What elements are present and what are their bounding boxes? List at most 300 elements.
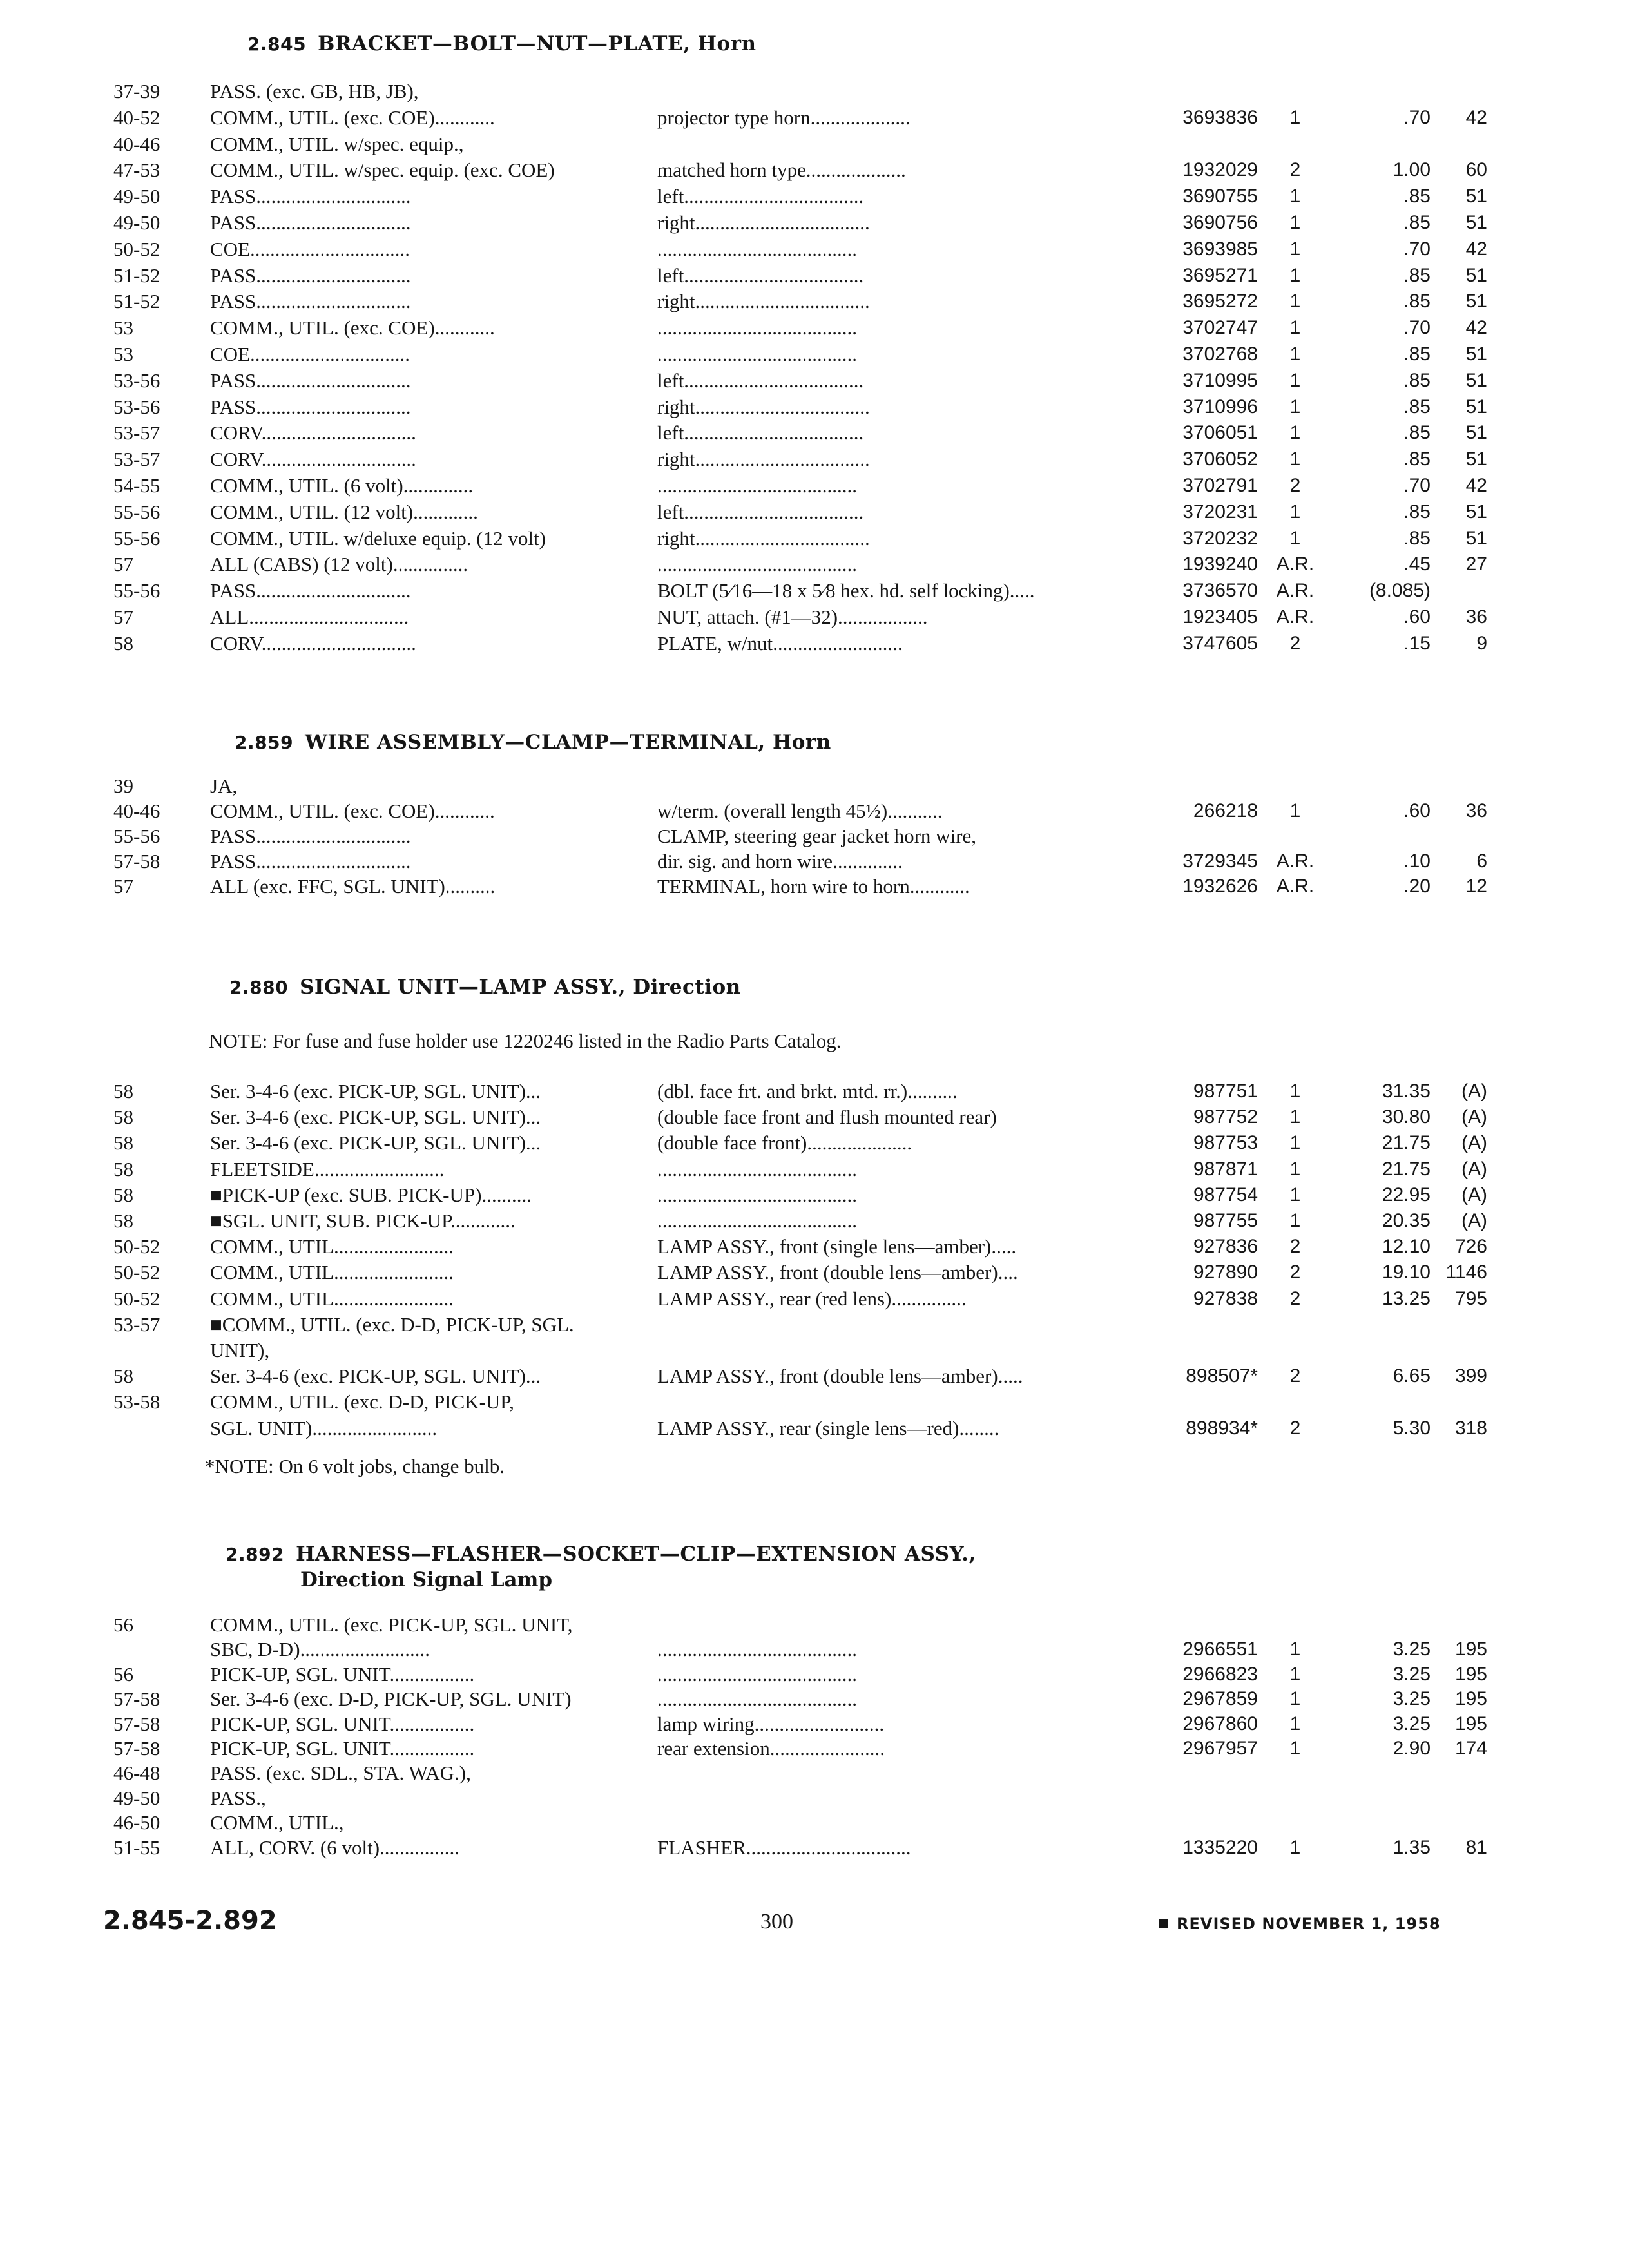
- extended-cell: 42: [1465, 238, 1487, 260]
- quantity-cell: 1: [1289, 800, 1301, 822]
- price-cell: .85: [1403, 422, 1431, 444]
- part-number-cell: 3710995: [1182, 369, 1258, 391]
- quantity-cell: 2: [1289, 1417, 1301, 1439]
- section-heading: BRACKET—BOLT—NUT—PLATE, Horn: [318, 32, 757, 55]
- description-cell: CLAMP, steering gear jacket horn wire,: [657, 825, 977, 847]
- description-cell: right...................................: [657, 395, 870, 418]
- quantity-cell: 1: [1289, 501, 1301, 523]
- model-cell: COMM., UTIL. w/spec. equip.,: [210, 132, 464, 155]
- section-heading: WIRE ASSEMBLY—CLAMP—TERMINAL, Horn: [305, 731, 831, 754]
- quantity-cell: 1: [1289, 1713, 1301, 1735]
- part-number-cell: 2967957: [1182, 1738, 1258, 1759]
- section-number: 2.880: [229, 977, 289, 998]
- part-number-cell: 2967860: [1182, 1713, 1258, 1735]
- part-number-cell: 987752: [1193, 1106, 1258, 1128]
- table-row: [0, 1612, 1629, 1638]
- model-cell: Ser. 3-4-6 (exc. PICK-UP, SGL. UNIT)...: [210, 1106, 541, 1129]
- part-number-cell: 987871: [1193, 1158, 1258, 1180]
- model-cell: PICK-UP, SGL. UNIT.................: [210, 1662, 475, 1686]
- year-range-cell: 55-56: [113, 500, 160, 523]
- part-number-cell: 898934*: [1186, 1417, 1258, 1439]
- quantity-cell: 1: [1289, 1639, 1301, 1660]
- table-row: [0, 1338, 1629, 1363]
- quantity-cell: 2: [1289, 475, 1301, 496]
- year-range-cell: 50-52: [113, 1235, 160, 1258]
- section-heading: HARNESS—FLASHER—SOCKET—CLIP—EXTENSION ASSY.,: [296, 1542, 976, 1566]
- price-cell: .85: [1403, 343, 1431, 365]
- quantity-cell: A.R.: [1276, 580, 1315, 602]
- description-cell: left....................................: [657, 185, 864, 208]
- table-row: [0, 473, 1629, 499]
- price-cell: .60: [1403, 606, 1431, 628]
- price-cell: .85: [1403, 369, 1431, 391]
- extended-cell: 42: [1465, 475, 1487, 496]
- model-cell: PASS...............................: [210, 395, 411, 418]
- price-cell: .10: [1403, 850, 1431, 872]
- model-cell: ALL (CABS) (12 volt)...............: [210, 553, 468, 576]
- price-cell: .70: [1403, 106, 1431, 128]
- price-cell: 3.25: [1393, 1713, 1431, 1735]
- part-number-cell: 3702747: [1182, 317, 1258, 339]
- model-cell: COMM., UTIL. (exc. COE)............: [210, 800, 495, 822]
- table-row: [0, 631, 1629, 657]
- model-cell: COMM., UTIL. (exc. PICK-UP, SGL. UNIT,: [210, 1613, 573, 1636]
- table-row: [0, 1130, 1629, 1156]
- price-cell: 3.25: [1393, 1639, 1431, 1660]
- quantity-cell: 1: [1289, 369, 1301, 391]
- year-range-cell: 58: [113, 1183, 133, 1206]
- table-row: [0, 79, 1629, 104]
- table-row: [0, 1637, 1629, 1662]
- year-range-cell: 53-57: [113, 421, 160, 445]
- model-cell: COMM., UTIL........................: [210, 1235, 454, 1258]
- model-cell: SGL. UNIT).........................: [210, 1416, 438, 1439]
- page-number: 300: [760, 1910, 793, 1934]
- price-cell: 1.35: [1393, 1836, 1431, 1858]
- year-range-cell: 54-55: [113, 474, 160, 497]
- year-range-cell: 53-57: [113, 448, 160, 471]
- part-number-cell: 3702791: [1182, 475, 1258, 496]
- quantity-cell: A.R.: [1276, 553, 1315, 575]
- quantity-cell: 1: [1289, 1663, 1301, 1685]
- table-row: [0, 1234, 1629, 1260]
- description-cell: ........................................: [657, 1183, 857, 1206]
- table-row: [0, 1104, 1629, 1130]
- model-cell: PASS...............................: [210, 579, 411, 602]
- extended-cell: 195: [1454, 1663, 1487, 1685]
- section-note: NOTE: For fuse and fuse holder use 1220246 listed in the Radio Parts Catalog.: [209, 1030, 842, 1052]
- table-row: [0, 798, 1629, 824]
- year-range-cell: 58: [113, 1209, 133, 1232]
- revision-text: REVISED NOVEMBER 1, 1958: [1177, 1915, 1441, 1933]
- year-range-cell: 56: [113, 1613, 133, 1636]
- section-footnote: *NOTE: On 6 volt jobs, change bulb.: [205, 1455, 505, 1477]
- description-cell: right...................................: [657, 290, 870, 313]
- table-row: [0, 823, 1629, 849]
- description-cell: NUT, attach. (#1—32)..................: [657, 606, 928, 628]
- part-number-cell: 987755: [1193, 1210, 1258, 1231]
- description-cell: rear extension.......................: [657, 1737, 885, 1760]
- description-cell: TERMINAL, horn wire to horn............: [657, 875, 970, 898]
- section-title: [247, 32, 757, 55]
- price-cell: 1.00: [1393, 159, 1431, 181]
- description-cell: ........................................: [657, 237, 857, 260]
- year-range-cell: 40-52: [113, 106, 160, 129]
- year-range-cell: 57: [113, 553, 133, 576]
- part-number-cell: 3747605: [1182, 632, 1258, 654]
- extended-cell: 51: [1465, 186, 1487, 207]
- table-row: [0, 1711, 1629, 1737]
- description-cell: ........................................: [657, 1157, 857, 1180]
- table-row: [0, 1686, 1629, 1712]
- price-cell: .85: [1403, 264, 1431, 286]
- year-range-cell: 55-56: [113, 579, 160, 602]
- price-cell: 6.65: [1393, 1365, 1431, 1387]
- year-range-cell: 50-52: [113, 1287, 160, 1310]
- quantity-cell: 1: [1289, 448, 1301, 470]
- price-cell: 3.25: [1393, 1688, 1431, 1710]
- price-cell: .70: [1403, 475, 1431, 496]
- part-number-cell: 3729345: [1182, 850, 1258, 872]
- description-cell: (dbl. face frt. and brkt. mtd. rr.)..........: [657, 1080, 958, 1102]
- price-cell: 30.80: [1382, 1106, 1431, 1128]
- description-cell: LAMP ASSY., rear (red lens)...............: [657, 1287, 967, 1310]
- price-cell: .20: [1403, 876, 1431, 897]
- table-row: [0, 315, 1629, 341]
- section-number: 2.859: [235, 732, 294, 753]
- part-number-cell: 3693985: [1182, 238, 1258, 260]
- model-cell: PASS.,: [210, 1786, 266, 1809]
- price-cell: .85: [1403, 186, 1431, 207]
- quantity-cell: 1: [1289, 212, 1301, 233]
- table-row: [0, 1662, 1629, 1687]
- revision-note: [1159, 1915, 1441, 1933]
- extended-cell: 9: [1476, 632, 1487, 654]
- quantity-cell: 1: [1289, 264, 1301, 286]
- part-number-cell: 2966551: [1182, 1639, 1258, 1660]
- description-cell: left....................................: [657, 264, 864, 287]
- year-range-cell: 39: [113, 774, 133, 797]
- model-cell: ■COMM., UTIL. (exc. D-D, PICK-UP, SGL.: [210, 1312, 574, 1336]
- year-range-cell: 40-46: [113, 800, 160, 822]
- year-range-cell: 53: [113, 343, 133, 365]
- quantity-cell: A.R.: [1276, 876, 1315, 897]
- extended-cell: (A): [1461, 1158, 1487, 1180]
- part-number-cell: 3710996: [1182, 396, 1258, 418]
- model-cell: ■SGL. UNIT, SUB. PICK-UP.............: [210, 1209, 516, 1232]
- table-row: [0, 1312, 1629, 1338]
- price-cell: .15: [1403, 632, 1431, 654]
- price-cell: 21.75: [1382, 1158, 1431, 1180]
- quantity-cell: 1: [1289, 1184, 1301, 1206]
- extended-cell: 174: [1454, 1738, 1487, 1759]
- description-cell: projector type horn....................: [657, 106, 911, 129]
- table-row: [0, 1835, 1629, 1861]
- section-title: [229, 975, 741, 999]
- description-cell: ........................................: [657, 1209, 857, 1232]
- year-range-cell: 58: [113, 631, 133, 655]
- quantity-cell: 1: [1289, 343, 1301, 365]
- table-row: [0, 1260, 1629, 1285]
- year-range-cell: 55-56: [113, 526, 160, 550]
- year-range-cell: 53-58: [113, 1390, 160, 1414]
- part-number-cell: 3695272: [1182, 291, 1258, 312]
- part-number-cell: 3736570: [1182, 580, 1258, 602]
- table-row: [0, 368, 1629, 394]
- quantity-cell: A.R.: [1276, 606, 1315, 628]
- table-row: [0, 1208, 1629, 1234]
- quantity-cell: 1: [1289, 1132, 1301, 1154]
- price-cell: 22.95: [1382, 1184, 1431, 1206]
- part-number-cell: 3720231: [1182, 501, 1258, 523]
- table-row: [0, 341, 1629, 367]
- part-number-cell: 927838: [1193, 1287, 1258, 1309]
- extended-cell: 51: [1465, 422, 1487, 444]
- quantity-cell: 1: [1289, 238, 1301, 260]
- table-row: [0, 1736, 1629, 1762]
- model-cell: CORV...............................: [210, 421, 416, 445]
- year-range-cell: 53-56: [113, 395, 160, 418]
- extended-cell: 195: [1454, 1688, 1487, 1710]
- quantity-cell: 1: [1289, 1158, 1301, 1180]
- model-cell: PASS...............................: [210, 850, 411, 872]
- part-number-cell: 266218: [1193, 800, 1258, 822]
- year-range-cell: 57-58: [113, 1687, 160, 1711]
- quantity-cell: 1: [1289, 527, 1301, 549]
- description-cell: LAMP ASSY., front (single lens—amber).....: [657, 1235, 1017, 1258]
- table-row: [0, 236, 1629, 262]
- part-number-cell: 3690755: [1182, 186, 1258, 207]
- model-cell: PASS...............................: [210, 369, 411, 392]
- part-number-cell: 3720232: [1182, 527, 1258, 549]
- table-row: [0, 1760, 1629, 1786]
- model-cell: PASS. (exc. SDL., STA. WAG.),: [210, 1762, 471, 1785]
- table-row: [0, 210, 1629, 236]
- price-cell: .70: [1403, 238, 1431, 260]
- table-row: [0, 420, 1629, 446]
- description-cell: FLASHER.................................: [657, 1836, 911, 1859]
- year-range-cell: 57: [113, 606, 133, 628]
- model-cell: COMM., UTIL. (6 volt)..............: [210, 474, 474, 497]
- price-cell: 31.35: [1382, 1081, 1431, 1102]
- year-range-cell: 51-52: [113, 290, 160, 313]
- table-row: [0, 184, 1629, 209]
- description-cell: ........................................: [657, 316, 857, 340]
- model-cell: COMM., UTIL........................: [210, 1287, 454, 1310]
- part-number-cell: 1335220: [1182, 1836, 1258, 1858]
- quantity-cell: 1: [1289, 1688, 1301, 1710]
- price-cell: 19.10: [1382, 1262, 1431, 1283]
- quantity-cell: 1: [1289, 1210, 1301, 1231]
- price-cell: .85: [1403, 291, 1431, 312]
- part-number-cell: 3693836: [1182, 106, 1258, 128]
- table-row: [0, 131, 1629, 157]
- year-range-cell: 58: [113, 1106, 133, 1129]
- model-cell: COMM., UTIL. (12 volt).............: [210, 500, 478, 523]
- description-cell: LAMP ASSY., front (double lens—amber)....: [657, 1261, 1018, 1284]
- price-cell: 3.25: [1393, 1663, 1431, 1685]
- model-cell: COE................................: [210, 343, 410, 365]
- description-cell: left....................................: [657, 421, 864, 445]
- model-cell: PASS...............................: [210, 211, 411, 234]
- year-range-cell: 50-52: [113, 1261, 160, 1284]
- section-subtitle: Direction Signal Lamp: [300, 1568, 553, 1591]
- description-cell: ........................................: [657, 1662, 857, 1686]
- model-cell: COMM., UTIL. w/spec. equip. (exc. COE): [210, 159, 555, 182]
- extended-cell: 60: [1465, 159, 1487, 181]
- extended-cell: 36: [1465, 800, 1487, 822]
- quantity-cell: 1: [1289, 1106, 1301, 1128]
- year-range-cell: 58: [113, 1131, 133, 1155]
- price-cell: .70: [1403, 317, 1431, 339]
- extended-cell: 726: [1454, 1236, 1487, 1258]
- price-cell: 20.35: [1382, 1210, 1431, 1231]
- price-cell: .85: [1403, 501, 1431, 523]
- part-number-cell: 1932029: [1182, 159, 1258, 181]
- description-cell: ........................................: [657, 1687, 857, 1711]
- footer-section-range: 2.845-2.892: [103, 1906, 277, 1936]
- model-cell: UNIT),: [210, 1339, 270, 1361]
- extended-cell: 81: [1465, 1836, 1487, 1858]
- part-number-cell: 927836: [1193, 1236, 1258, 1258]
- model-cell: PASS...............................: [210, 290, 411, 313]
- year-range-cell: 53: [113, 316, 133, 340]
- extended-cell: 51: [1465, 264, 1487, 286]
- description-cell: right...................................: [657, 211, 870, 234]
- model-cell: Ser. 3-4-6 (exc. PICK-UP, SGL. UNIT)...: [210, 1131, 541, 1155]
- description-cell: (double face front).....................: [657, 1131, 912, 1155]
- description-cell: ........................................: [657, 553, 857, 576]
- section-number: 2.845: [247, 34, 307, 55]
- extended-cell: (A): [1461, 1081, 1487, 1102]
- part-number-cell: 987754: [1193, 1184, 1258, 1206]
- model-cell: ALL, CORV. (6 volt)................: [210, 1836, 460, 1859]
- year-range-cell: 51-52: [113, 264, 160, 287]
- model-cell: ALL (exc. FFC, SGL. UNIT)..........: [210, 875, 496, 898]
- table-row: [0, 1363, 1629, 1389]
- price-cell: (8.085): [1369, 580, 1431, 602]
- extended-cell: 42: [1465, 106, 1487, 128]
- table-row: [0, 1389, 1629, 1415]
- table-row: [0, 849, 1629, 874]
- part-number-cell: 1923405: [1182, 606, 1258, 628]
- year-range-cell: 49-50: [113, 211, 160, 234]
- extended-cell: 51: [1465, 527, 1487, 549]
- model-cell: PICK-UP, SGL. UNIT.................: [210, 1712, 475, 1735]
- year-range-cell: 49-50: [113, 1786, 160, 1809]
- extended-cell: 399: [1454, 1365, 1487, 1387]
- table-row: [0, 1079, 1629, 1104]
- quantity-cell: 1: [1289, 1081, 1301, 1102]
- revision-marker-icon: [1159, 1919, 1168, 1928]
- extended-cell: 42: [1465, 317, 1487, 339]
- extended-cell: 51: [1465, 212, 1487, 233]
- quantity-cell: 2: [1289, 159, 1301, 181]
- table-row: [0, 1416, 1629, 1441]
- part-number-cell: 2967859: [1182, 1688, 1258, 1710]
- description-cell: left....................................: [657, 500, 864, 523]
- quantity-cell: A.R.: [1276, 850, 1315, 872]
- description-cell: (double face front and flush mounted rear): [657, 1106, 997, 1129]
- part-number-cell: 898507*: [1186, 1365, 1258, 1387]
- year-range-cell: 57-58: [113, 850, 160, 872]
- part-number-cell: 927890: [1193, 1262, 1258, 1283]
- table-row: [0, 263, 1629, 289]
- extended-cell: 6: [1476, 850, 1487, 872]
- quantity-cell: 2: [1289, 1262, 1301, 1283]
- model-cell: SBC, D-D)..........................: [210, 1638, 430, 1661]
- quantity-cell: 1: [1289, 1738, 1301, 1759]
- description-cell: matched horn type....................: [657, 159, 906, 182]
- model-cell: Ser. 3-4-6 (exc. D-D, PICK-UP, SGL. UNIT): [210, 1687, 572, 1711]
- model-cell: Ser. 3-4-6 (exc. PICK-UP, SGL. UNIT)...: [210, 1365, 541, 1388]
- extended-cell: 51: [1465, 369, 1487, 391]
- part-number-cell: 3702768: [1182, 343, 1258, 365]
- model-cell: PASS. (exc. GB, HB, JB),: [210, 80, 419, 102]
- quantity-cell: 1: [1289, 1836, 1301, 1858]
- year-range-cell: 49-50: [113, 185, 160, 208]
- price-cell: 2.90: [1393, 1738, 1431, 1759]
- extended-cell: 27: [1465, 553, 1487, 575]
- part-number-cell: 987751: [1193, 1081, 1258, 1102]
- model-cell: FLEETSIDE..........................: [210, 1157, 445, 1180]
- part-number-cell: 3690756: [1182, 212, 1258, 233]
- quantity-cell: 2: [1289, 1236, 1301, 1258]
- extended-cell: (A): [1461, 1132, 1487, 1154]
- quantity-cell: 2: [1289, 1287, 1301, 1309]
- year-range-cell: 46-50: [113, 1811, 160, 1834]
- model-cell: PICK-UP, SGL. UNIT.................: [210, 1737, 475, 1760]
- table-row: [0, 1182, 1629, 1208]
- table-row: [0, 578, 1629, 604]
- model-cell: COMM., UTIL........................: [210, 1261, 454, 1284]
- part-number-cell: 1932626: [1182, 876, 1258, 897]
- model-cell: COMM., UTIL. (exc. D-D, PICK-UP,: [210, 1390, 514, 1414]
- table-row: [0, 526, 1629, 552]
- year-range-cell: 56: [113, 1662, 133, 1686]
- model-cell: CORV...............................: [210, 448, 416, 471]
- price-cell: .85: [1403, 396, 1431, 418]
- part-number-cell: 987753: [1193, 1132, 1258, 1154]
- part-number-cell: 3706051: [1182, 422, 1258, 444]
- quantity-cell: 1: [1289, 396, 1301, 418]
- description-cell: LAMP ASSY., front (double lens—amber).....: [657, 1365, 1023, 1388]
- extended-cell: 51: [1465, 448, 1487, 470]
- year-range-cell: 50-52: [113, 237, 160, 260]
- extended-cell: (A): [1461, 1106, 1487, 1128]
- price-cell: .85: [1403, 527, 1431, 549]
- year-range-cell: 40-46: [113, 132, 160, 155]
- model-cell: COMM., UTIL. (exc. COE)............: [210, 106, 495, 129]
- extended-cell: 195: [1454, 1639, 1487, 1660]
- quantity-cell: 2: [1289, 1365, 1301, 1387]
- year-range-cell: 57-58: [113, 1712, 160, 1735]
- model-cell: JA,: [210, 774, 238, 797]
- model-cell: PASS...............................: [210, 185, 411, 208]
- model-cell: PASS...............................: [210, 825, 411, 847]
- table-row: [0, 394, 1629, 420]
- description-cell: PLATE, w/nut..........................: [657, 631, 903, 655]
- model-cell: PASS...............................: [210, 264, 411, 287]
- year-range-cell: 47-53: [113, 159, 160, 182]
- table-row: [0, 1785, 1629, 1811]
- table-row: [0, 773, 1629, 799]
- model-cell: COMM., UTIL.,: [210, 1811, 344, 1834]
- price-cell: .60: [1403, 800, 1431, 822]
- description-cell: BOLT (5⁄16—18 x 5⁄8 hex. hd. self locking).....: [657, 579, 1035, 602]
- section-heading: SIGNAL UNIT—LAMP ASSY., Direction: [300, 975, 741, 999]
- table-row: [0, 552, 1629, 577]
